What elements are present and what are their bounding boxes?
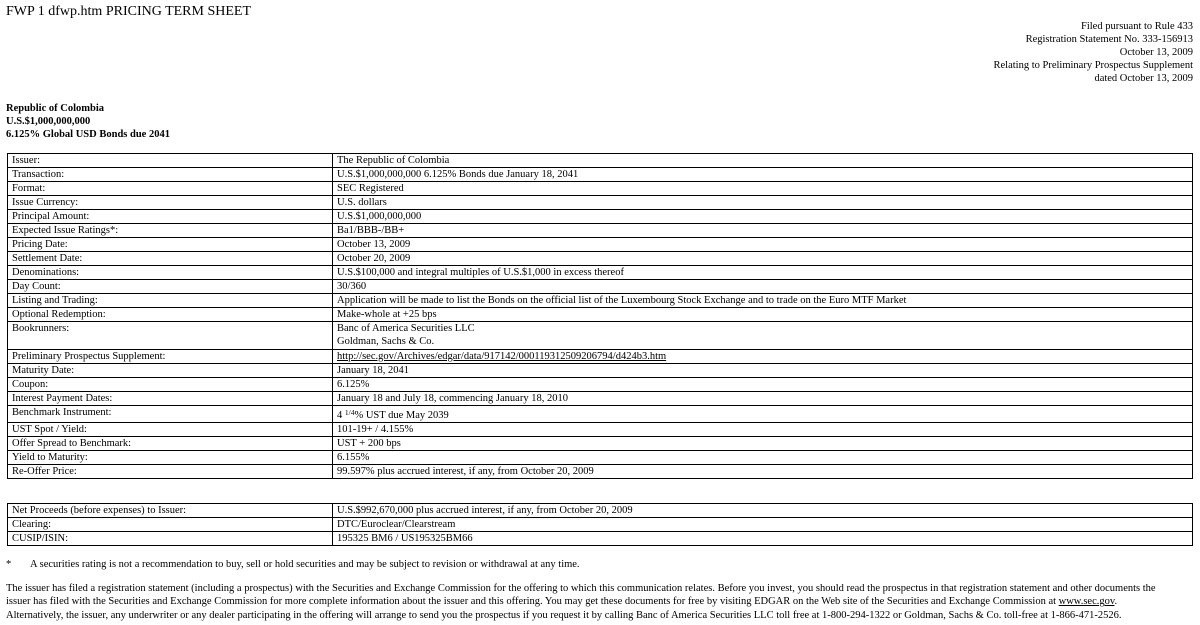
ratings-footnote: [6, 558, 580, 571]
term-label: Day Count:: [8, 280, 333, 294]
term-value: October 20, 2009: [333, 252, 1193, 266]
term-value: U.S.$1,000,000,000 6.125% Bonds due January 18, 2041: [333, 168, 1193, 182]
term-row-reoffer: [8, 465, 1193, 479]
term-value: U.S.$992,670,000 plus accrued interest, if any, from October 20, 2009: [333, 504, 1193, 518]
term-value: 101-19+ / 4.155%: [333, 423, 1193, 437]
filing-date: October 13, 2009: [1119, 47, 1193, 58]
registration-statement: Registration Statement No. 333-156913: [1025, 34, 1193, 45]
term-value: [333, 322, 1193, 350]
term-row-day-count: [8, 280, 1193, 294]
term-value: January 18 and July 18, commencing January 18, 2010: [333, 392, 1193, 406]
footnote-mark: *: [6, 559, 12, 570]
term-value: UST + 200 bps: [333, 437, 1193, 451]
term-row-maturity: [8, 364, 1193, 378]
term-row-ratings: [8, 224, 1193, 238]
term-row-ust-spot: [8, 423, 1193, 437]
term-row-settlement-date: [8, 252, 1193, 266]
benchmark-rest: % UST due May 2039: [354, 410, 449, 421]
term-row-issuer: [8, 154, 1193, 168]
term-label: Denominations:: [8, 266, 333, 280]
legal-disclaimer: [6, 582, 1194, 622]
term-label: Settlement Date:: [8, 252, 333, 266]
term-row-currency: [8, 196, 1193, 210]
issuer-name: Republic of Colombia: [6, 103, 105, 114]
issuer-header: [6, 102, 170, 141]
terms-table: [7, 153, 1193, 479]
term-label: Offer Spread to Benchmark:: [8, 437, 333, 451]
term-row-principal: [8, 210, 1193, 224]
term-row-redemption: [8, 308, 1193, 322]
term-value: 6.125%: [333, 378, 1193, 392]
term-value: 195325 BM6 / US195325BM66: [333, 532, 1193, 546]
term-row-interest-dates: [8, 392, 1193, 406]
term-value: January 18, 2041: [333, 364, 1193, 378]
document-title: FWP 1 dfwp.htm PRICING TERM SHEET: [6, 4, 252, 19]
term-label: Issue Currency:: [8, 196, 333, 210]
term-label: Maturity Date:: [8, 364, 333, 378]
term-label: Net Proceeds (before expenses) to Issuer:: [8, 504, 333, 518]
term-label: Re-Offer Price:: [8, 465, 333, 479]
term-value: U.S.$100,000 and integral multiples of U.S.$1,000 in excess thereof: [333, 266, 1193, 280]
disclaimer-line-3: Alternatively, the issuer, any underwriter or any dealer participating in the offering will arrange to send you the prospectus if you request it by calling Banc of America Securities LLC toll free at 1-800-294-1322 or Goldman, Sachs & Co. toll-free at 1-866-471-2526.: [6, 609, 1122, 621]
footnote-text: A securities rating is not a recommendation to buy, sell or hold securities and may be subject to revision or withdrawal at any time.: [30, 559, 580, 570]
disclaimer-line-2: [6, 596, 1117, 607]
disclaimer-line-1: The issuer has filed a registration statement (including a prospectus) with the Securities and Exchange Commission for the offering to which this communication relates. Before you invest, you should read the prospectus in that registration statement and other documents the: [6, 583, 1156, 594]
term-label: Benchmark Instrument:: [8, 406, 333, 423]
term-label: Issuer:: [8, 154, 333, 168]
term-label: Clearing:: [8, 518, 333, 532]
term-value: 6.155%: [333, 451, 1193, 465]
term-label: Format:: [8, 182, 333, 196]
term-label: Pricing Date:: [8, 238, 333, 252]
term-row-cusip: [8, 532, 1193, 546]
term-value: U.S. dollars: [333, 196, 1193, 210]
term-label: Coupon:: [8, 378, 333, 392]
term-value: 30/360: [333, 280, 1193, 294]
issue-amount: U.S.$1,000,000,000: [6, 116, 91, 127]
term-value: Application will be made to list the Bonds on the official list of the Luxembourg Stock Exchange and to trade on the Euro MTF Market: [333, 294, 1193, 308]
term-value: [333, 350, 1193, 364]
term-row-pricing-date: [8, 238, 1193, 252]
filing-info: [994, 20, 1193, 85]
term-value: DTC/Euroclear/Clearstream: [333, 518, 1193, 532]
term-label: UST Spot / Yield:: [8, 423, 333, 437]
term-row-denominations: [8, 266, 1193, 280]
term-row-format: [8, 182, 1193, 196]
disclaimer-line-2-text: issuer has filed with the Securities and Exchange Commission for more complete information about the issuer and this offering. You may get these documents for free by visiting EDGAR on the Web site of the Securities and Exchange Commission at: [6, 596, 1059, 608]
term-row-clearing: [8, 518, 1193, 532]
prospectus-link[interactable]: http://sec.gov/Archives/edgar/data/917142/000119312509206794/d424b3.htm: [337, 351, 667, 362]
term-value: [333, 406, 1193, 423]
term-value: U.S.$1,000,000,000: [333, 210, 1193, 224]
term-row-net-proceeds: [8, 504, 1193, 518]
benchmark-whole: 4: [337, 410, 345, 421]
term-value: 99.597% plus accrued interest, if any, from October 20, 2009: [333, 465, 1193, 479]
term-value: The Republic of Colombia: [333, 154, 1193, 168]
term-row-benchmark: [8, 406, 1193, 423]
term-label: Yield to Maturity:: [8, 451, 333, 465]
term-row-listing: [8, 294, 1193, 308]
term-label: CUSIP/ISIN:: [8, 532, 333, 546]
term-value: Make-whole at +25 bps: [333, 308, 1193, 322]
bond-description: 6.125% Global USD Bonds due 2041: [6, 129, 170, 140]
term-label: Transaction:: [8, 168, 333, 182]
term-row-prospectus: [8, 350, 1193, 364]
term-row-transaction: [8, 168, 1193, 182]
proceeds-table: [7, 503, 1193, 546]
term-row-bookrunners: [8, 322, 1193, 350]
term-row-ytm: [8, 451, 1193, 465]
bookrunner-1: Banc of America Securities LLC: [337, 323, 475, 334]
term-label: Principal Amount:: [8, 210, 333, 224]
benchmark-fraction: 1/4: [344, 408, 355, 417]
term-label: Expected Issue Ratings*:: [8, 224, 333, 238]
term-label: Optional Redemption:: [8, 308, 333, 322]
bookrunner-2: Goldman, Sachs & Co.: [337, 336, 435, 347]
term-label: Listing and Trading:: [8, 294, 333, 308]
term-row-coupon: [8, 378, 1193, 392]
supplement-date: dated October 13, 2009: [1094, 73, 1193, 84]
term-label: Interest Payment Dates:: [8, 392, 333, 406]
term-value: SEC Registered: [333, 182, 1193, 196]
term-value: October 13, 2009: [333, 238, 1193, 252]
term-label: Bookrunners:: [8, 322, 333, 350]
sec-website-link[interactable]: www.sec.gov: [1058, 596, 1115, 608]
filing-rule: Filed pursuant to Rule 433: [1081, 21, 1193, 32]
term-row-spread: [8, 437, 1193, 451]
term-label: Preliminary Prospectus Supplement:: [8, 350, 333, 364]
relating-to: Relating to Preliminary Prospectus Supplement: [993, 60, 1193, 71]
term-value: Ba1/BBB-/BB+: [333, 224, 1193, 238]
disclaimer-line-2-end: .: [1114, 596, 1118, 608]
